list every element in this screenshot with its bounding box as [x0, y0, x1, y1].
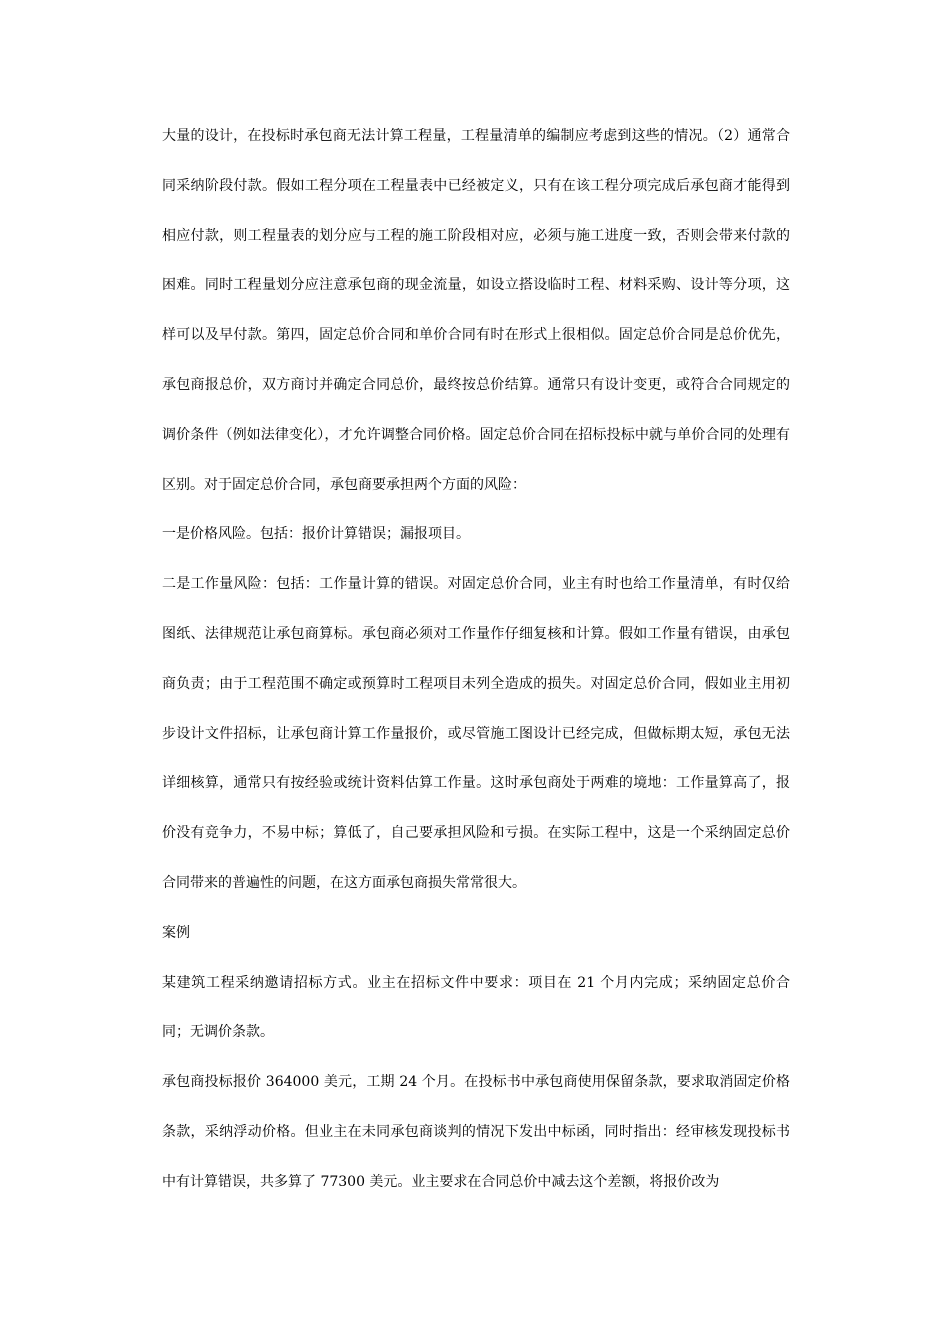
section-heading-case: 案例	[162, 924, 190, 941]
paragraph-payment-stages: 大量的设计，在投标时承包商无法计算工程量，工程量清单的编制应考虑到这些的情况。（2）通常合同采纳阶段付款。假如工程分项在工程量表中已经被定义，只有在该工程分项完成后承包商才能得到相应付款，则工程量表的划分应与工程的施工阶段相对应，必须与施工进度一致，否则会带来付款的困难。同时工程量划分应注意承包商的现金流量，如设立搭设临时工程、材料采购、设计等分项，这样可以及早付款。第四，固定总价合同和单价合同有时在形式上很相似。固定总价合同是总价优先，承包商报总价，双方商讨并确定合同总价，最终按总价结算。通常只有设计变更，或符合合同规定的调价条件（例如法律变化），才允许调整合同价格。固定总价合同在招标投标中就与单价合同的处理有区别。对于固定总价合同，承包商要承担两个方面的风险：	[162, 128, 790, 493]
paragraph-quantity-risk: 二是工作量风险：包括：工作量计算的错误。对固定总价合同，业主有时也给工作量清单，有时仅给图纸、法律规范让承包商算标。承包商必须对工作量作仔细复核和计算。假如工作量有错误，由承包商负责；由于工程范围不确定或预算时工程项目未列全造成的损失。对固定总价合同，假如业主用初步设计文件招标，让承包商计算工作量报价，或尽管施工图设计已经完成，但做标期太短，承包无法详细核算，通常只有按经验或统计资料估算工作量。这时承包商处于两难的境地：工作量算高了，报价没有竞争力，不易中标；算低了，自己要承担风险和亏损。在实际工程中，这是一个采纳固定总价合同带来的普遍性的问题，在这方面承包商损失常常很大。	[162, 576, 790, 891]
paragraph-case-offer: 承包商投标报价 364000 美元，工期 24 个月。在投标书中承包商使用保留条款，要求取消固定价格条款，采纳浮动价格。但业主在未同承包商谈判的情况下发出中标函，同时指出：经审核发现投标书中有计算错误，共多算了 77300 美元。业主要求在合同总价中减去这个差额，将报价改为	[162, 1074, 790, 1190]
paragraph-price-risk: 一是价格风险。包括：报价计算错误；漏报项目。	[162, 526, 470, 543]
document-page	[162, 112, 790, 1208]
paragraph-case-bidding: 某建筑工程采纳邀请招标方式。业主在招标文件中要求：项目在 21 个月内完成；采纳固定总价合同；无调价条款。	[162, 974, 790, 1041]
